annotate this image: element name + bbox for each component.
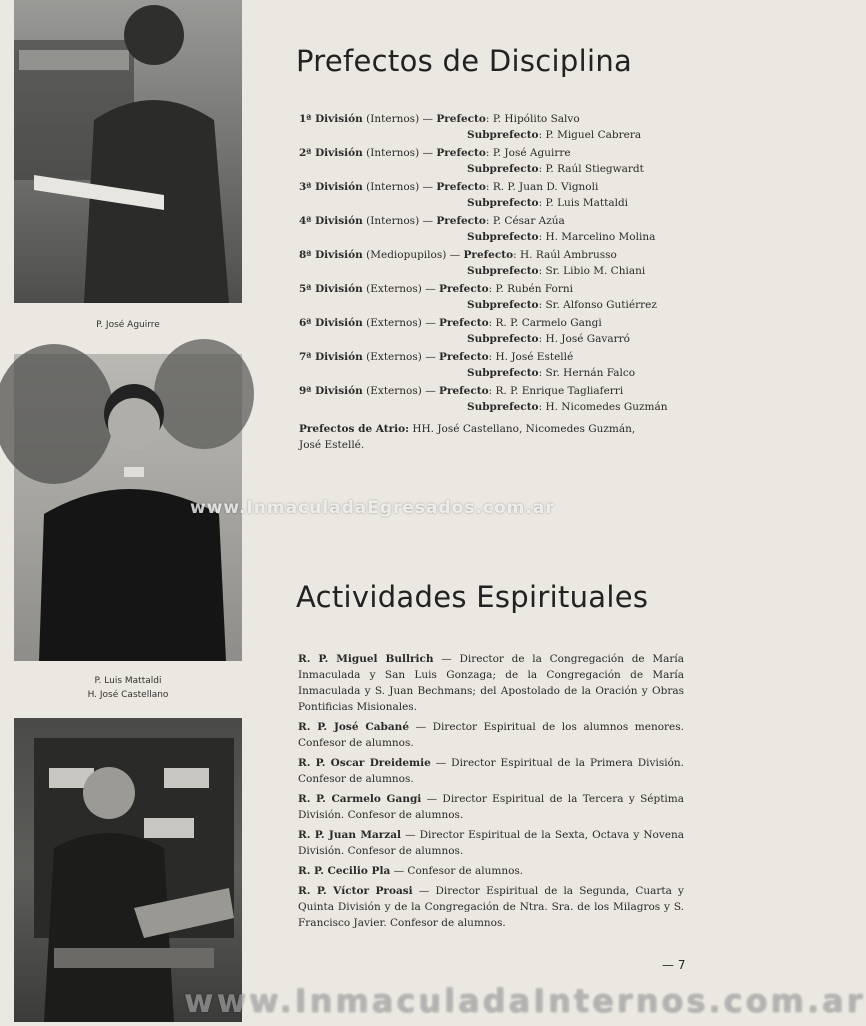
prefectos-list (299, 113, 689, 453)
activity-item (298, 863, 684, 879)
prefecto-label: Prefecto (439, 385, 489, 397)
activity-item (298, 827, 684, 859)
activity-person: R. P. Carmelo Gangi (298, 793, 422, 805)
subprefecto-name: H. José Gavarró (545, 333, 630, 345)
prefecto-label: Prefecto (436, 181, 486, 193)
activity-description: — Director Espiritual de la Primera División. Confesor de alumnos. (298, 757, 684, 785)
prefecto-name: R. P. Enrique Tagliaferri (495, 385, 624, 397)
photo2-caption-line2: H. José Castellano (87, 690, 169, 700)
prefecto-label: Prefecto (436, 215, 486, 227)
division-type: (Internos) (366, 147, 420, 159)
prefecto-label: Prefecto (463, 249, 514, 261)
division-type: (Internos) (366, 181, 420, 193)
subprefecto-name: Sr. Alfonso Gutiérrez (545, 299, 657, 311)
division-type: (Externos) (366, 351, 422, 363)
subprefecto-label: Subprefecto (467, 299, 539, 311)
subprefecto-name: Sr. Hernán Falco (545, 367, 636, 379)
subprefecto-name: P. Raúl Stiegwardt (545, 163, 644, 175)
division-label: 7ª División (299, 351, 363, 363)
subprefecto-label: Subprefecto (467, 231, 539, 243)
prefecto-name: P. Hipólito Salvo (492, 113, 580, 125)
subprefecto-name: Sr. Libio M. Chiani (545, 265, 646, 277)
photo-jose-aguirre (14, 0, 242, 303)
prefect-row: 4ª División (Internos) — Prefecto: P. César Azúa Subprefecto: H. Marcelino Molina (299, 215, 656, 243)
activity-description: — Director Espiritual de la Sexta, Octava y Novena División. Confesor de alumnos. (298, 829, 684, 857)
division-label: 5ª División (299, 283, 363, 295)
activity-item (298, 651, 684, 715)
activity-person: R. P. Víctor Proasi (298, 885, 413, 897)
atrio-names: HH. José Castellano, Nicomedes Guzmán, (412, 423, 636, 435)
subprefecto-name: P. Luis Mattaldi (545, 197, 629, 209)
page-number: — 7 (662, 958, 686, 972)
activity-item (298, 883, 684, 931)
prefecto-label: Prefecto (439, 351, 489, 363)
activity-person: R. P. Juan Marzal (298, 829, 402, 841)
prefecto-name: R. P. Carmelo Gangi (495, 317, 602, 329)
activity-description: — Director Espiritual de los alumnos menores. Confesor de alumnos. (298, 721, 684, 749)
division-label: 1ª División (299, 113, 363, 125)
prefectos-title: Prefectos de Disciplina (296, 44, 633, 78)
activity-item (298, 755, 684, 787)
prefecto-name: P. César Azúa (492, 215, 565, 227)
division-type: (Mediopupilos) (366, 249, 447, 261)
division-label: 8ª División (299, 249, 363, 261)
subprefecto-label: Subprefecto (467, 265, 539, 277)
prefect-row: 7ª División (Externos) — Prefecto: H. José Estellé Subprefecto: Sr. Hernán Falco (299, 351, 636, 379)
prefectos-atrio (299, 421, 689, 453)
photo-office-priest (14, 718, 242, 1022)
activity-person: R. P. Miguel Bullrich (298, 653, 434, 665)
prefecto-name: P. José Aguirre (492, 147, 571, 159)
actividades-title: Actividades Espirituales (296, 580, 649, 614)
activity-person: R. P. José Cabané (298, 721, 410, 733)
photo2-caption-line1: P. Luis Mattaldi (94, 676, 162, 686)
photo-jose-aguirre-illustration (14, 0, 242, 303)
division-type: (Externos) (366, 385, 422, 397)
division-type: (Externos) (366, 317, 422, 329)
subprefecto-label: Subprefecto (467, 367, 539, 379)
subprefecto-label: Subprefecto (467, 401, 539, 413)
subprefecto-label: Subprefecto (467, 163, 539, 175)
prefecto-label: Prefecto (439, 317, 489, 329)
prefecto-name: H. José Estellé (495, 351, 574, 363)
subprefecto-name: P. Miguel Cabrera (545, 129, 642, 141)
prefect-row: 3ª División (Internos) — Prefecto: R. P. Juan D. Vignoli Subprefecto: P. Luis Mattaldi (299, 181, 629, 209)
photo2-caption (14, 674, 242, 702)
division-label: 9ª División (299, 385, 363, 397)
division-type: (Externos) (366, 283, 422, 295)
activity-description: — Director Espiritual de la Segunda, Cuarta y Quinta División y de la Congregación de Ntra. Sra. de los Milagros y S. Francisco Javier. Confesor de alumnos. (298, 885, 684, 929)
subprefecto-name: H. Nicomedes Guzmán (545, 401, 668, 413)
atrio-names-continued: José Estellé. (299, 439, 365, 451)
photo-office-priest-illustration (14, 718, 242, 1022)
division-label: 3ª División (299, 181, 363, 193)
prefect-row: 2ª División (Internos) — Prefecto: P. José Aguirre Subprefecto: P. Raúl Stiegwardt (299, 147, 644, 175)
prefecto-name: R. P. Juan D. Vignoli (492, 181, 599, 193)
prefecto-name: H. Raúl Ambrusso (519, 249, 617, 261)
activity-description: — Confesor de alumnos. (390, 865, 524, 877)
division-label: 4ª División (299, 215, 363, 227)
activity-description: — Director de la Congregación de María Inmaculada y San Luis Gonzaga; de la Congregación de María Inmaculada y S. Juan Bechmans; del Apostolado de la Oración y Obras Pontificias Misionales. (298, 653, 684, 713)
division-type: (Internos) (366, 113, 420, 125)
prefect-row: 8ª División (Mediopupilos) — Prefecto: H. Raúl Ambrusso Subprefecto: Sr. Libio M. Chiani (299, 249, 646, 277)
prefect-row: 5ª División (Externos) — Prefecto: P. Rubén Forni Subprefecto: Sr. Alfonso Gutiérrez (299, 283, 657, 311)
subprefecto-label: Subprefecto (467, 333, 539, 345)
subprefecto-label: Subprefecto (467, 129, 539, 141)
prefecto-label: Prefecto (439, 283, 489, 295)
division-type: (Internos) (366, 215, 420, 227)
prefecto-label: Prefecto (436, 113, 486, 125)
atrio-label: Prefectos de Atrio: (299, 423, 410, 435)
activity-description: — Director Espiritual de la Tercera y Séptima División. Confesor de alumnos. (298, 793, 684, 821)
division-label: 6ª División (299, 317, 363, 329)
photo1-caption: P. José Aguirre (96, 320, 160, 330)
watermark-bottom: www.InmaculadaInternos.com.ar (184, 982, 866, 1020)
activity-item (298, 719, 684, 751)
actividades-list (298, 651, 684, 935)
subprefecto-name: H. Marcelino Molina (545, 231, 656, 243)
watermark-top: www.InmaculadaEgresados.com.ar (190, 498, 555, 518)
division-label: 2ª División (299, 147, 363, 159)
activity-person: R. P. Cecilio Pla (298, 865, 391, 877)
activity-person: R. P. Oscar Dreidemie (298, 757, 431, 769)
prefecto-name: P. Rubén Forni (495, 283, 573, 295)
subprefecto-label: Subprefecto (467, 197, 539, 209)
activity-item (298, 791, 684, 823)
prefect-row: 1ª División (Internos) — Prefecto: P. Hipólito Salvo Subprefecto: P. Miguel Cabrera (299, 113, 642, 141)
prefect-row: 6ª División (Externos) — Prefecto: R. P. Carmelo Gangi Subprefecto: H. José Gavarró (299, 317, 630, 345)
prefecto-label: Prefecto (436, 147, 486, 159)
prefect-row: 9ª División (Externos) — Prefecto: R. P. Enrique Tagliaferri Subprefecto: H. Nicomedes Guzmán (299, 385, 668, 413)
